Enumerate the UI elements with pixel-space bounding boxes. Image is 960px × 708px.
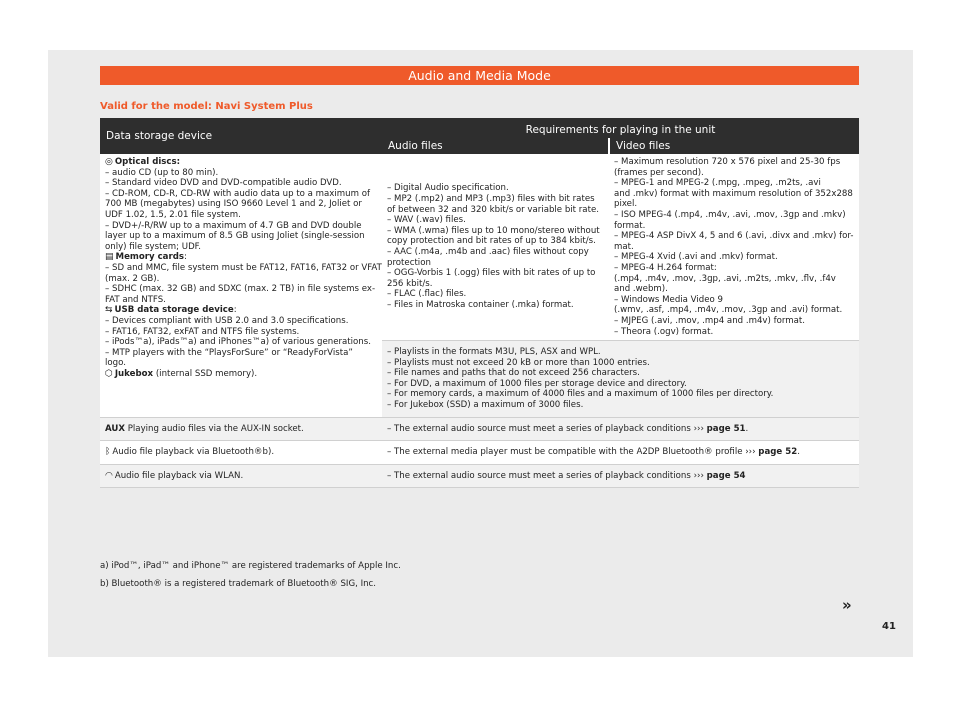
video-line: (.mp4, .m4v, .mov, .3gp, .avi, .m2ts, .mkv, .flv, .f4v — [614, 273, 836, 284]
aux-requirement-cell: – The external audio source must meet a series of playback conditions ››› page 51. — [382, 417, 859, 441]
table-row — [100, 154, 859, 341]
video-line: format. — [614, 220, 646, 231]
mtp-line: – MTP players with the “PlaysForSure” or “ReadyForVista” — [105, 347, 353, 358]
playlist-cell — [382, 341, 859, 418]
optical-line: – DVD+/-R/RW up to a maximum of 4.7 GB and DVD double — [105, 220, 362, 231]
video-line: (.wmv, .asf, .mp4, .m4v, .mov, .3gp and .avi) format. — [614, 305, 843, 316]
bluetooth-page-link[interactable]: page 52 — [758, 447, 798, 458]
table-row — [100, 464, 859, 488]
aux-label: Playing audio files via the AUX-IN socket. — [127, 423, 304, 434]
optical-line: layer up to a maximum of 8.5 GB using Joliet (single-session — [105, 231, 365, 242]
optical-line: UDF 1.02, 1.5, 2.01 file system. — [105, 209, 241, 220]
continue-marker: » — [842, 596, 852, 614]
bluetooth-requirement-cell: – The external media player must be compatible with the A2DP Bluetooth® profile ››› page 52. — [382, 441, 859, 465]
table-row — [100, 417, 859, 441]
video-line: pixel. — [614, 199, 638, 210]
video-line: and .mkv) format with maximum resolution of 352x288 — [614, 188, 853, 199]
playlist-line: – For Jukebox (SSD) a maximum of 3000 files. — [387, 400, 584, 411]
disc-icon: ◎ — [105, 157, 113, 167]
device-cell: ◎ Optical discs: – audio CD (up to 80 min). – Standard video DVD and DVD-compatible audio DVD. – CD-ROM, CD-R, CD-RW with audio data up to a maximum of 700 MB (megabytes) using ISO 9660 Level 1 and 2, Joliet or UDF 1.02, 1.5, 2.01 file system. – DVD+/-R/RW up to a maximum of 4.7 GB and DVD double layer up to a maximum of 8.5 GB using Joliet (single-session only) file system; UDF. ▤ Memory cards: – SD and MMC, file system must be FAT12, FAT16, FAT32 or VFAT (max. 2 GB). – SDHC (max. 32 GB) and SDXC (max. 2 TB) in file systems ex- FAT and NTFS. ⇆ USB data storage device: – Devices compliant with USB 2.0 and 3.0 specifications. – FAT16, FAT32, exFAT and NTFS file systems. – iPods™a), iPads™a) and iPhones™a) of various generations. – MTP players with the “PlaysForSure” or “ReadyForVista” logo. ⬡ Jukebox (internal SSD memory). — [100, 154, 382, 417]
memory-line: (max. 2 GB). — [105, 273, 160, 284]
usb-icon: ⇆ — [105, 305, 113, 316]
optical-line: – CD-ROM, CD-R, CD-RW with audio data up to a maximum of — [105, 188, 370, 199]
jukebox-title: Jukebox — [114, 368, 154, 379]
table-row — [100, 441, 859, 465]
col-header-device: Data storage device — [100, 118, 382, 154]
bluetooth-text: – The external media player must be compatible with the A2DP Bluetooth® profile — [387, 447, 743, 458]
playlist-line: – File names and paths that do not exceed 256 characters. — [387, 368, 640, 379]
memory-line: – SD and MMC, file system must be FAT12, FAT16, FAT32 or VFAT — [105, 262, 382, 273]
aux-ref-arrows: ››› — [693, 423, 704, 434]
wifi-icon: ◠ — [105, 470, 113, 481]
usb-line: – Devices compliant with USB 2.0 and 3.0 specifications. — [105, 315, 349, 326]
page-number: 41 — [882, 621, 896, 632]
ipods-line: – iPods™a), iPads™a) and iPhones™a) of various generations. — [105, 337, 371, 348]
audio-line: – WAV (.wav) files. — [387, 215, 466, 226]
memory-line: – SDHC (max. 32 GB) and SDXC (max. 2 TB) in file systems ex- — [105, 284, 376, 295]
audio-line: – Files in Matroska container (.mka) format. — [387, 300, 574, 311]
video-files-cell — [609, 154, 859, 341]
footnote-b: b) Bluetooth® is a registered trademark of Bluetooth® SIG, Inc. — [100, 578, 377, 589]
usb-line: – FAT16, FAT32, exFAT and NTFS file systems. — [105, 326, 300, 337]
video-line: – Maximum resolution 720 x 576 pixel and 25-30 fps — [614, 157, 841, 167]
audio-line: of between 32 and 320 kbit/s or variable bit rate. — [387, 204, 599, 215]
video-line: – MJPEG (.avi, .mov, .mp4 and .m4v) format. — [614, 315, 805, 326]
audio-line: protection — [387, 257, 431, 268]
optical-line: only) file system; UDF. — [105, 241, 201, 252]
usb-title: USB data storage device — [114, 305, 234, 316]
video-line: – Theora (.ogv) format. — [614, 326, 714, 337]
video-line: – MPEG-4 Xvid (.avi and .mkv) format. — [614, 252, 778, 263]
video-line: mat. — [614, 241, 634, 252]
aux-icon: AUX — [105, 423, 125, 434]
bluetooth-label: Audio file playback via Bluetooth®b). — [112, 447, 275, 458]
wlan-ref-arrows: ››› — [693, 470, 704, 481]
audio-line: – AAC (.m4a, .m4b and .aac) files without copy — [387, 247, 589, 258]
playlist-line: – Playlists must not exceed 20 kB or more than 1000 entries. — [387, 357, 650, 368]
jukebox-icon: ⬡ — [105, 368, 113, 379]
audio-files-cell — [382, 154, 609, 341]
col-header-audio: Audio files — [382, 138, 609, 154]
audio-line: – MP2 (.mp2) and MP3 (.mp3) files with bit rates — [387, 194, 595, 205]
optical-line: – audio CD (up to 80 min). — [105, 167, 219, 178]
optical-line: – Standard video DVD and DVD-compatible audio DVD. — [105, 178, 342, 189]
bluetooth-ref-arrows: ››› — [745, 447, 756, 458]
audio-line: copy protection and bit rates of up to 384 kbit/s. — [387, 236, 596, 247]
video-line: – ISO MPEG-4 (.mp4, .m4v, .avi, .mov, .3gp and .mkv) — [614, 209, 846, 220]
memory-card-icon: ▤ — [105, 252, 114, 263]
wlan-page-link[interactable]: page 54 — [706, 470, 746, 481]
wlan-label: Audio file playback via WLAN. — [114, 470, 244, 481]
aux-page-link[interactable]: page 51 — [706, 423, 746, 434]
video-line: – Windows Media Video 9 — [614, 294, 723, 305]
memory-line: FAT and NTFS. — [105, 294, 166, 305]
video-line: – MPEG-4 H.264 format: — [614, 262, 717, 273]
audio-line: – WMA (.wma) files up to 10 mono/stereo without — [387, 225, 600, 236]
footnote-a: a) iPod™, iPad™ and iPhone™ are registered trademarks of Apple Inc. — [100, 561, 401, 571]
bluetooth-label-cell — [100, 441, 382, 465]
memory-cards-title: Memory cards — [115, 252, 184, 263]
col-header-video: Video files — [609, 138, 859, 154]
optical-line: 700 MB (megabytes) using ISO 9660 Level 1 and 2, Joliet or — [105, 199, 362, 210]
video-line: and .webm). — [614, 284, 668, 295]
table-header-row — [100, 118, 859, 138]
wlan-text: – The external audio source must meet a series of playback conditions — [387, 470, 691, 481]
audio-line: 256 kbit/s. — [387, 278, 433, 289]
wlan-label-cell — [100, 464, 382, 488]
col-header-requirements: Requirements for playing in the unit — [382, 118, 859, 138]
requirements-table — [100, 118, 859, 488]
playlist-line: – Playlists in the formats M3U, PLS, ASX and WPL. — [387, 347, 601, 358]
mtp-line: logo. — [105, 358, 126, 369]
audio-line: – Digital Audio specification. — [387, 183, 509, 194]
audio-line: – OGG-Vorbis 1 (.ogg) files with bit rates of up to — [387, 268, 596, 279]
video-line: (frames per second). — [614, 167, 704, 178]
playlist-line: – For memory cards, a maximum of 4000 files and a maximum of 1000 files per directory. — [387, 389, 774, 400]
video-line: – MPEG-4 ASP DivX 4, 5 and 6 (.avi, .divx and .mkv) for- — [614, 231, 854, 242]
bluetooth-icon: ᛒ — [105, 447, 111, 458]
playlist-line: – For DVD, a maximum of 1000 files per storage device and directory. — [387, 378, 687, 389]
aux-label-cell — [100, 417, 382, 441]
jukebox-text: (internal SSD memory). — [155, 368, 258, 379]
footnotes — [100, 561, 401, 596]
optical-discs-title: Optical discs: — [114, 157, 181, 167]
wlan-requirement-cell — [382, 464, 859, 488]
aux-text: – The external audio source must meet a series of playback conditions — [387, 423, 691, 434]
section-header: Audio and Media Mode — [100, 66, 859, 85]
audio-line: – FLAC (.flac) files. — [387, 289, 467, 300]
validity-note: Valid for the model: Navi System Plus — [100, 101, 313, 112]
video-line: – MPEG-1 and MPEG-2 (.mpg, .mpeg, .m2ts, .avi — [614, 178, 821, 189]
